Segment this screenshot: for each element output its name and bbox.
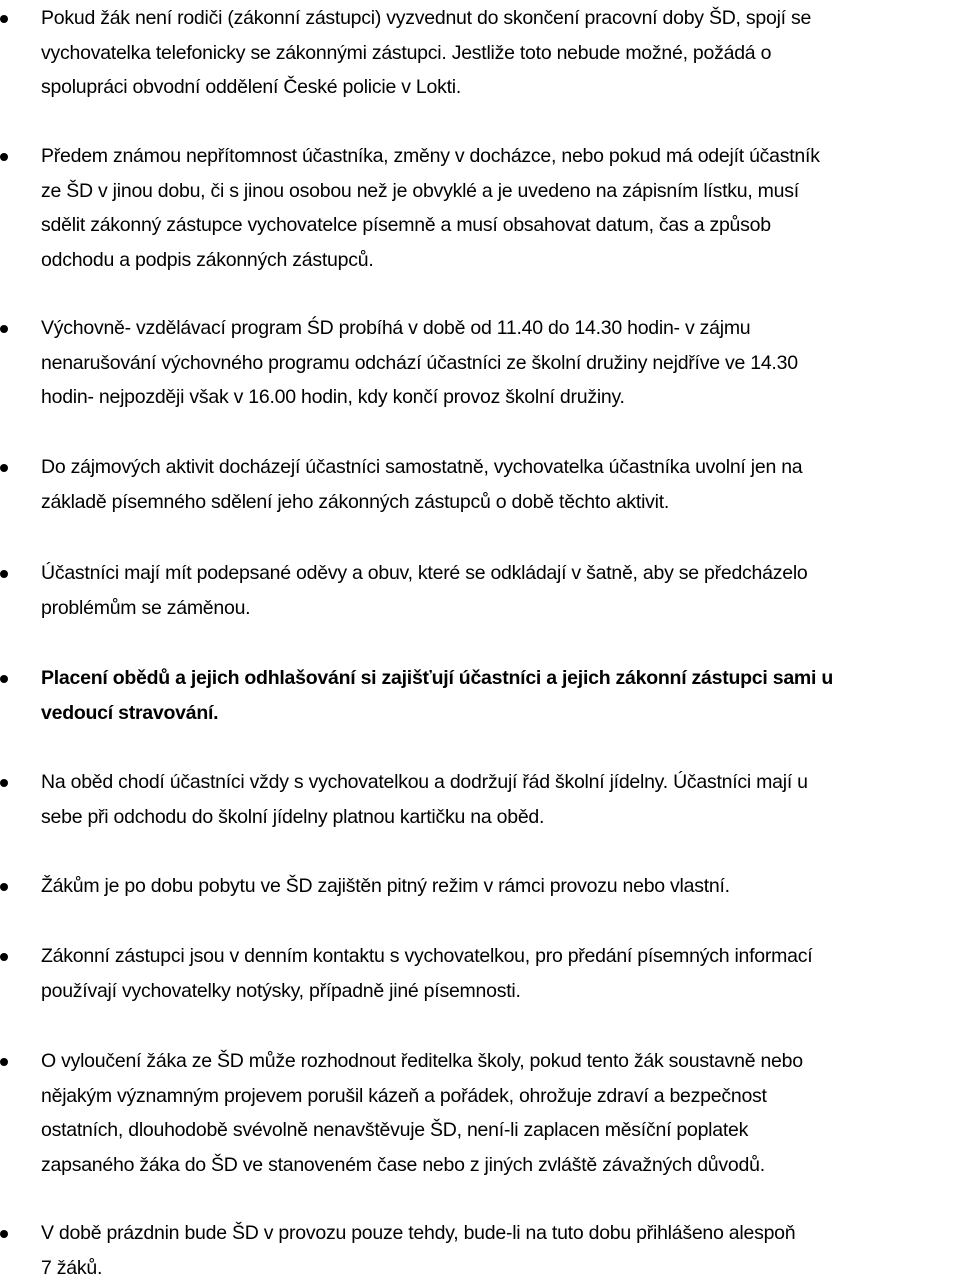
paragraph-text: Na oběd chodí účastníci vždy s vychovatelkou a dodržují řád školní jídelny. Účastníci mají u sebe při odchodu do školní jídelny platnou kartičku na oběd. xyxy=(41,771,808,828)
bullet-icon xyxy=(0,325,8,333)
paragraph-text: Zákonní zástupci jsou v denním kontaktu s vychovatelkou, pro předání písemných informací používají vychovatelky notýsky, případně jiné písemnosti. xyxy=(41,945,813,1002)
bullet-icon xyxy=(0,953,8,961)
paragraph-text: Do zájmových aktivit docházejí účastníci samostatně, vychovatelka účastníka uvolní jen na základě písemného sdělení jeho zákonných zástupců o době těchto aktivit. xyxy=(41,456,803,513)
bullet-icon xyxy=(0,464,8,472)
paragraph-text-bold: Placení obědů a jejich odhlašování si zajišťují účastníci a jejich zákonní zástupci sami u vedoucí stravování. xyxy=(41,667,834,724)
paragraph-text: Pokud žák není rodiči (zákonní zástupci) vyzvednut do skončení pracovní doby ŠD, spojí se vychovatelka telefonicky se zákonnými zástupci. Jestliže toto nebude možné, požádá o spolupráci obvodní oddělení České policie v Lokti. xyxy=(41,7,812,98)
paragraph-text: Výchovně- vzdělávací program ŚD probíhá v době od 11.40 do 14.30 hodin- v zájmu nenarušování výchovného programu odchází účastníci ze školní družiny nejdříve ve 14.30 hodin- nejpozději však v 16.00 hodin, kdy končí provoz školní družiny. xyxy=(41,317,798,408)
paragraph-text: V době prázdnin bude ŠD v provozu pouze tehdy, bude-li na tuto dobu přihlášeno alespoň 7 žáků. xyxy=(41,1222,796,1279)
bullet-icon xyxy=(0,1058,8,1066)
paragraph-text: Účastníci mají mít podepsané oděvy a obuv, které se odkládají v šatně, aby se předcházelo problémům se záměnou. xyxy=(41,562,808,619)
bullet-icon xyxy=(0,1230,8,1238)
paragraph-text: Žákům je po dobu pobytu ve ŠD zajištěn pitný režim v rámci provozu nebo vlastní. xyxy=(41,875,730,897)
bullet-icon xyxy=(0,779,8,787)
paragraph-text: O vyloučení žáka ze ŠD může rozhodnout ředitelka školy, pokud tento žák soustavně nebo nějakým významným projevem porušil kázeň a pořádek, ohrožuje zdraví a bezpečnost ostatních, dlouhodobě svévolně nenavštěvuje ŠD, není-li zaplacen měsíční poplatek zapsaného žáka do ŠD ve stanoveném čase nebo z jiných zvláště závažných důvodů. xyxy=(41,1050,803,1176)
bullet-icon xyxy=(0,675,8,683)
paragraph-text: Předem známou nepřítomnost účastníka, změny v docházce, nebo pokud má odejít účastník ze ŠD v jinou dobu, či s jinou osobou než je obvyklé a je uvedeno na zápisním lístku, musí sdělit zákonný zástupce vychovatelce písemně a musí obsahovat datum, čas a způsob odchodu a podpis zákonných zástupců. xyxy=(41,145,820,271)
bullet-icon xyxy=(0,570,8,578)
bullet-icon xyxy=(0,15,8,23)
bullet-icon xyxy=(0,883,8,891)
bullet-icon xyxy=(0,153,8,161)
